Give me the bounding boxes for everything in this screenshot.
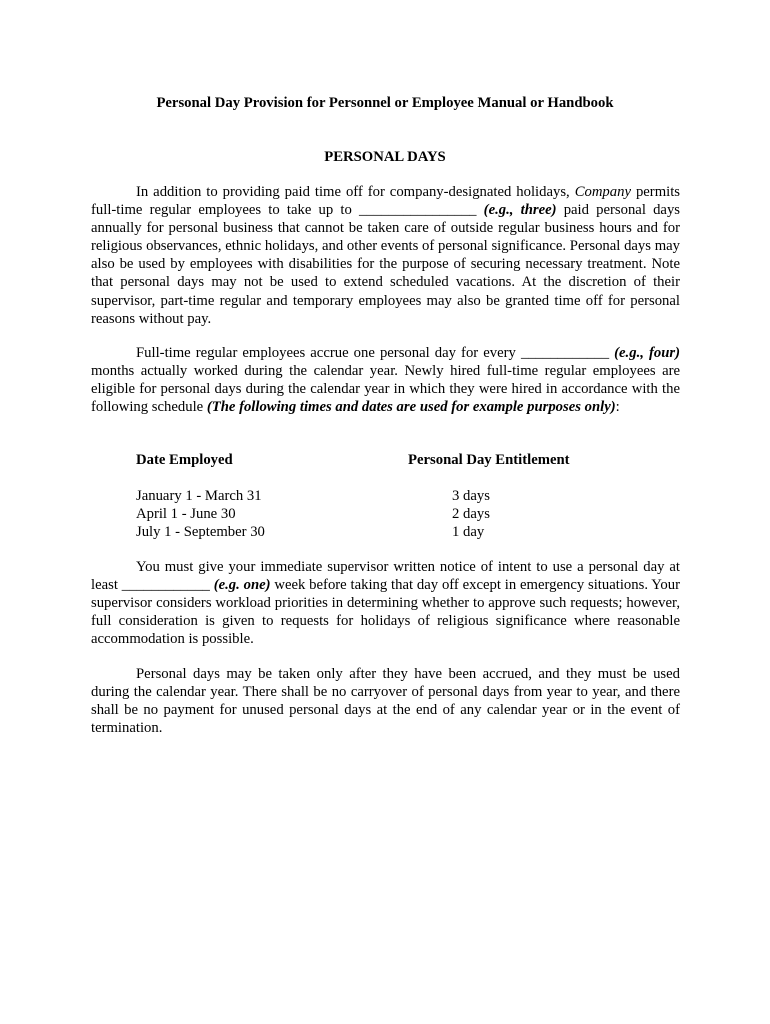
section-heading: PERSONAL DAYS xyxy=(324,149,446,165)
p3-text-1: You must give your immediate supervisor written notice of intent to use a personal day at least xyxy=(91,559,680,594)
fill-in-blank-days: ________________ xyxy=(359,202,477,219)
p1-text-3: paid personal days annually for personal business that cannot be taken care of outside regular business hours and for religious observances, ethnic holidays, and other events of personal significance. Personal days may also be used by employees with disabilities for the purpose of securing necessary treatment. Note that personal days may not be used to extend scheduled vacations. At the discretion of their supervisor, part-time regular and temporary employees may also be granted time off for personal reasons without pay. xyxy=(91,202,680,327)
p3-text-2: week before taking that day off except in emergency situations. Your supervisor considers workload priorities in determining whether to approve such requests; however, full consideration is given to requests for holidays of religious significance where reasonable accommodation is possible. xyxy=(91,577,680,648)
example-hint-three: (e.g., three) xyxy=(476,202,557,219)
fill-in-blank-months: ____________ xyxy=(520,345,610,361)
example-purposes-note: (The following times and dates are used for example purposes only) xyxy=(206,399,616,416)
paragraph-notice xyxy=(91,558,680,648)
p1-text-2: permits full-time regular employees to take up to xyxy=(91,184,680,219)
p2-text-1: Full-time regular employees accrue one personal day for every xyxy=(136,345,521,361)
schedule-row-date: January 1 - March 31 xyxy=(136,488,262,504)
schedule-row-date: April 1 - June 30 xyxy=(136,506,236,522)
example-hint-one: (e.g. one) xyxy=(209,577,271,594)
paragraph-accrual xyxy=(91,344,680,416)
schedule-row-date: July 1 - September 30 xyxy=(136,524,265,540)
paragraph-carryover xyxy=(91,665,680,737)
paragraph-entitlement xyxy=(91,183,680,328)
document-title: Personal Day Provision for Personnel or Employee Manual or Handbook xyxy=(156,95,614,111)
column-header-date-employed: Date Employed xyxy=(136,452,233,468)
fill-in-blank-weeks: ____________ xyxy=(121,577,210,594)
p2-text-2: months actually worked during the calendar year. Newly hired full-time regular employees are eligible for personal days during the calendar year in which they were hired in accordance with the following schedule xyxy=(91,363,680,416)
p4-text-1: Personal days may be taken only after they have been accrued, and they must be used during the calendar year. There shall be no carryover of personal days from year to year, and there shall be no payment for unused personal days at the end of any calendar year or in the event of termination. xyxy=(91,666,680,737)
example-hint-four: (e.g., four) xyxy=(609,345,681,361)
column-header-entitlement: Personal Day Entitlement xyxy=(408,452,570,468)
schedule-row-entitlement: 2 days xyxy=(452,506,490,522)
schedule-row-entitlement: 1 day xyxy=(452,524,485,540)
company-placeholder: Company xyxy=(574,184,631,200)
p1-text-1: In addition to providing paid time off for company-designated holidays, xyxy=(136,184,575,200)
schedule-row-entitlement: 3 days xyxy=(452,488,490,504)
p2-text-3: : xyxy=(615,399,620,416)
